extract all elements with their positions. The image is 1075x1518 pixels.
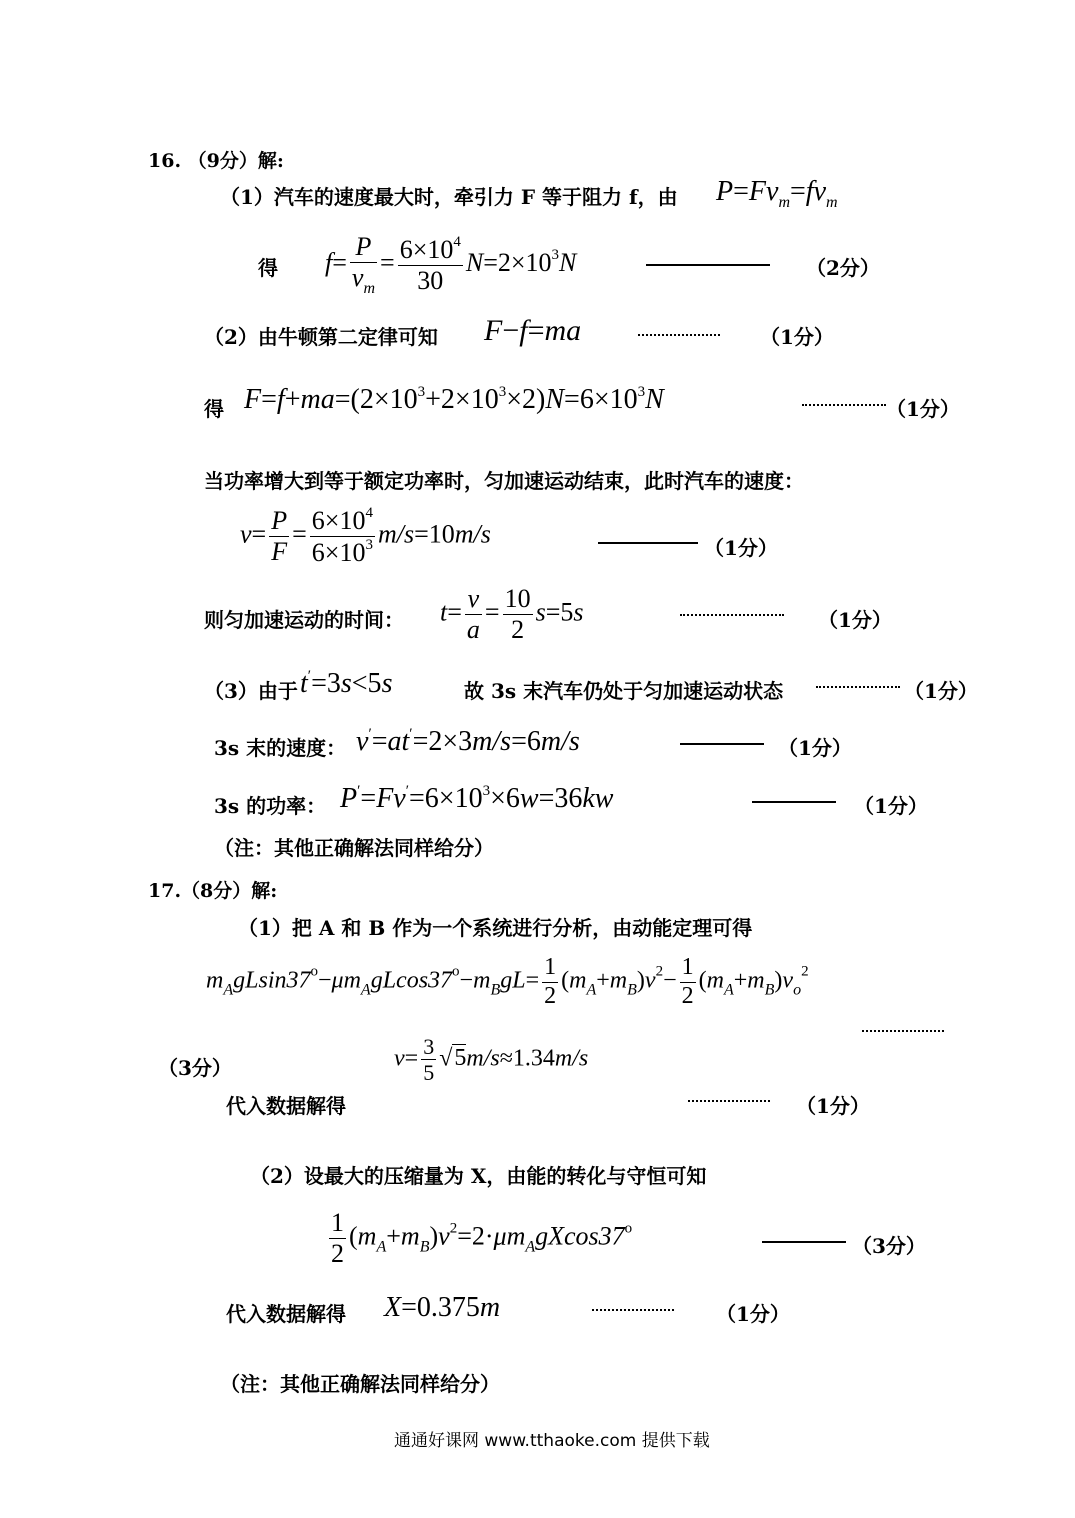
page-footer: 通通好课网 www.tthaoke.com 提供下载 <box>394 1431 710 1451</box>
q16-dash-6 <box>816 686 900 688</box>
q17-score-2: （1分） <box>796 1094 870 1118</box>
q17-eq-energy: $m_AgLsin37^o-\mu m_AgLcos37^o-m_BgL=$ $\frac{1}{2}$ $(m_A+m_B)v^2-$ $\frac{1}{2}$ $(m_A+m_B)v_o^2$ <box>206 954 809 1009</box>
q17-dash-3 <box>762 1241 846 1243</box>
q17-score-3: （3分） <box>852 1234 926 1258</box>
q16-score-5: （1分） <box>818 608 892 632</box>
q16-part3-a: （3）由于 <box>204 679 298 703</box>
q17-part1-intro: （1）把 A 和 B 作为一个系统进行分析，由动能定理可得 <box>238 916 753 940</box>
q16-eq-time: t= $\frac{v}{a}$ = $\frac{10}{2}$ s=5s <box>440 584 584 644</box>
q16-eq-force: $F=f+ma=(2\times 10^3+2\times 10^3\times 2)N=6\times 10^3N$ <box>244 384 664 415</box>
q16-power-sentence: 当功率增大到等于额定功率时，匀加速运动结束，此时汽车的速度： <box>204 469 804 493</box>
q17-score-1: （3分） <box>158 1056 232 1080</box>
q16-part3-b: 故 3s 末汽车仍处于匀加速运动状态 <box>464 679 784 703</box>
q16-score-1: （2分） <box>806 256 880 280</box>
q16-eq-p-prime: $P'=Fv'=6\times 10^3\times 6w=36kw$ <box>340 783 614 814</box>
q16-power-3s: 3s 的功率： <box>214 794 327 818</box>
q16-dash-2 <box>638 334 720 336</box>
q16-velocity-3s: 3s 末的速度： <box>214 736 347 760</box>
q16-dash-8 <box>752 801 836 803</box>
q17-eq-x: X=0.375m <box>384 1292 501 1323</box>
q17-dash-2 <box>688 1100 770 1102</box>
q16-score-3: （1分） <box>886 397 960 421</box>
q16-score-4: （1分） <box>704 536 778 560</box>
q16-note: （注：其他正确解法同样给分） <box>214 836 494 860</box>
q16-eq-power: $P=Fv_m=fv_m$ <box>716 176 838 211</box>
q16-score-2: （1分） <box>760 325 834 349</box>
q16-dash-4 <box>598 542 698 544</box>
q16-eq-friction: f= $\frac{P}{v_m}$ = $\frac{6\times 10^4}{30}$ $N=2\times 10^3N$ <box>325 232 577 297</box>
q17-eq-conservation: $\frac{1}{2}$ $(m_A+m_B)v^2=2\cdot\mu m_AgXcos37^o$ <box>331 1208 633 1268</box>
q17-eq-v: v= $\frac{3}{5}$ √5m/s≈1.34m/s <box>394 1034 589 1086</box>
q17-score-4: （1分） <box>716 1302 790 1326</box>
q16-dash-1 <box>646 264 770 266</box>
q16-part1-intro: （1）汽车的速度最大时，牵引力 F 等于阻力 f，由 <box>220 185 678 209</box>
q16-eq-newton: F−f=ma <box>484 314 582 347</box>
q16-eq-velocity: v= $\frac{P}{F}$ = $\frac{6\times 10^4}{6\times 10^3}$ m/s=10m/s <box>240 505 491 567</box>
q17-dash-4 <box>592 1309 674 1311</box>
q17-note: （注：其他正确解法同样给分） <box>220 1372 500 1396</box>
q16-eq-t-prime: t′=3s<5s <box>300 668 393 699</box>
q16-score-8: （1分） <box>854 794 928 818</box>
q17-part2-intro: （2）设最大的压缩量为 X，由能的转化与守恒可知 <box>250 1164 707 1188</box>
q16-de-2: 得 <box>204 397 224 421</box>
q16-dash-5 <box>680 614 784 616</box>
q16-dash-3 <box>802 404 886 406</box>
q17-substitute-1: 代入数据解得 <box>226 1094 346 1118</box>
q16-eq-v-prime: v′=at′=2×3m/s=6m/s <box>356 726 580 757</box>
q16-header: 16. （9分）解: <box>148 150 284 172</box>
q16-score-7: （1分） <box>778 736 852 760</box>
q16-de-1: 得 <box>258 256 278 280</box>
q16-score-6: （1分） <box>904 679 978 703</box>
q16-time-sentence: 则匀加速运动的时间： <box>204 608 404 632</box>
q17-header: 17.（8分）解: <box>148 880 278 902</box>
q17-substitute-2: 代入数据解得 <box>226 1302 346 1326</box>
q17-dash-1 <box>862 1030 944 1032</box>
q16-part2-intro: （2）由牛顿第二定律可知 <box>204 325 438 349</box>
q16-dash-7 <box>680 743 764 745</box>
